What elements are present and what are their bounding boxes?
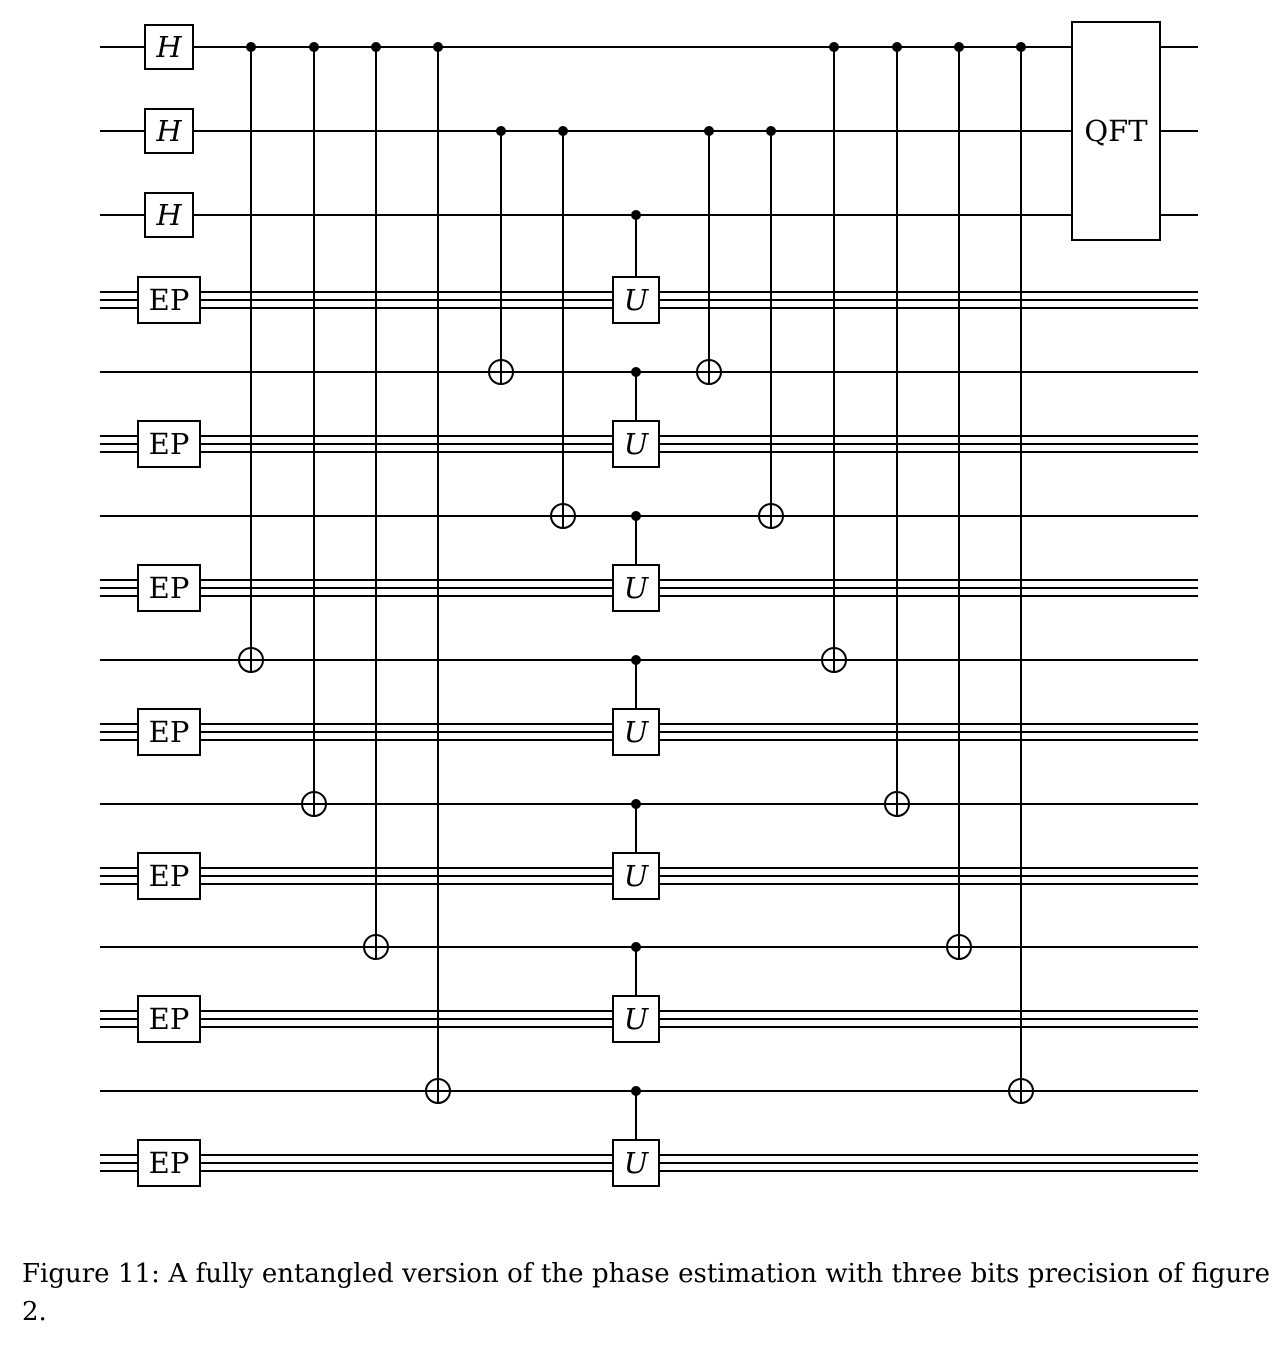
ep-gate-label: EP [148,283,190,317]
cnot-control-dot [766,126,776,136]
controlled-u-dot [631,367,641,377]
cnot-control-dot [1016,42,1026,52]
hadamard-gate-label: H [156,198,182,232]
cnot-control-dot [496,126,506,136]
figure-caption: Figure 11: A fully entangled version of the phase estimation with three bits precision of figure 2. [22,1259,1270,1327]
controlled-u-dot [631,210,641,220]
ep-gate-label: EP [148,859,190,893]
cnot-control-dot [371,42,381,52]
cnot-control-dot [433,42,443,52]
cnot-control-dot [558,126,568,136]
cnot-control-dot [829,42,839,52]
cnot-control-dot [954,42,964,52]
cnot-control-dot [892,42,902,52]
controlled-u-dot [631,799,641,809]
ep-gate-label: EP [148,1146,190,1180]
controlled-u-dot [631,942,641,952]
controlled-u-dot [631,655,641,665]
cnot-control-dot [309,42,319,52]
ep-gate-label: EP [148,715,190,749]
controlled-u-dot [631,1086,641,1096]
u-gate-label: U [623,715,649,749]
hadamard-gate-label: H [156,30,182,64]
u-gate-label: U [623,859,649,893]
cnot-control-dot [246,42,256,52]
u-gate-label: U [623,283,649,317]
hadamard-gate-label: H [156,114,182,148]
cnot-control-dot [704,126,714,136]
u-gate-label: U [623,571,649,605]
ep-gate-label: EP [148,571,190,605]
controlled-u-dot [631,511,641,521]
qft-gate-label: QFT [1084,114,1148,148]
u-gate-label: U [623,1002,649,1036]
ep-gate-label: EP [148,1002,190,1036]
ep-gate-label: EP [148,427,190,461]
u-gate-label: U [623,1146,649,1180]
u-gate-label: U [623,427,649,461]
